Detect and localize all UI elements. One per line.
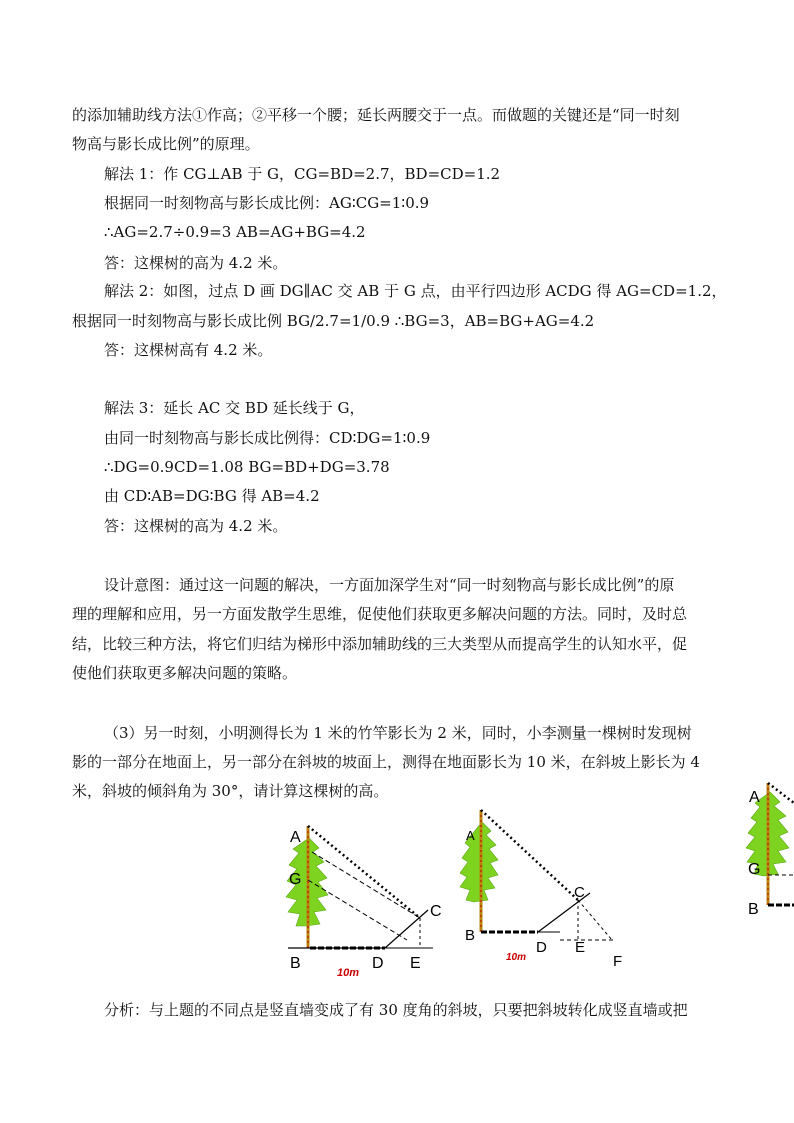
solution-3-answer: 答：这棵树的高为 4.2 米。 bbox=[104, 517, 288, 535]
length-label: 10m bbox=[506, 952, 527, 963]
design-intent-line: 结，比较三种方法，将它们归结为梯形中添加辅助线的三大类型从而提高学生的认知水平，促 bbox=[72, 635, 688, 653]
label-D: D bbox=[536, 939, 547, 956]
length-label: 10m bbox=[337, 967, 360, 979]
label-F: F bbox=[613, 953, 623, 970]
solution-3-line: 解法 3：延长 AC 交 BD 延长线于 G， bbox=[104, 399, 365, 417]
label-C: C bbox=[430, 903, 442, 920]
solution-2-answer: 答：这棵树高有 4.2 米。 bbox=[104, 341, 273, 359]
solution-3-line: ∴DG=0.9CD=1.08 BG=BD+DG=3.78 bbox=[104, 458, 390, 476]
analysis-line: 分析：与上题的不同点是竖直墙变成了有 30 度角的斜坡，只要把斜坡转化成竖直墙或把 bbox=[104, 1001, 688, 1019]
label-B: B bbox=[465, 927, 476, 944]
solution-1-answer: 答：这棵树的高为 4.2 米。 bbox=[104, 254, 288, 272]
question-3-line: 影的一部分在地面上，另一部分在斜坡的坡面上，测得在地面影长为 10 米，在斜坡上影长为 4 bbox=[72, 753, 700, 771]
solution-3-line: 由同一时刻物高与影长成比例得：CD∶DG=1∶0.9 bbox=[104, 429, 431, 447]
label-G: G bbox=[748, 861, 761, 878]
design-intent-line: 理的理解和应用，另一方面发散学生思维，促使他们获取更多解决问题的方法。同时，及时总 bbox=[72, 605, 688, 623]
label-E: E bbox=[410, 955, 421, 972]
label-A: A bbox=[290, 829, 301, 846]
label-A: A bbox=[749, 789, 760, 806]
solution-3-line: 由 CD∶AB=DG∶BG 得 AB=4.2 bbox=[104, 487, 320, 505]
text-line: 物高与影长成比例”的原理。 bbox=[72, 135, 260, 153]
question-3-line: 米，斜坡的倾斜角为 30°，请计算这棵树的高。 bbox=[72, 782, 389, 800]
label-E: E bbox=[575, 939, 586, 956]
design-intent-line: 设计意图：通过这一问题的解决，一方面加深学生对“同一时刻物高与影长成比例”的原 bbox=[104, 576, 675, 594]
solution-2-line: 解法 2：如图，过点 D 画 DG∥AC 交 AB 于 G 点，由平行四边形 ACDG 得 AG=CD=1.2， bbox=[104, 282, 727, 300]
solution-1-line: ∴AG=2.7÷0.9=3 AB=AG+BG=4.2 bbox=[104, 223, 366, 241]
solution-2-line: 根据同一时刻物高与影长成比例 BG/2.7=1/0.9 ∴BG=3，AB=BG+AG=4.2 bbox=[72, 312, 595, 330]
label-C: C bbox=[574, 884, 585, 901]
label-G: G bbox=[289, 871, 302, 888]
question-3-line: （3）另一时刻，小明测得长为 1 米的竹竿影长为 2 米，同时，小李测量一棵树时发现树 bbox=[104, 724, 692, 742]
design-intent-line: 使他们获取更多解决问题的策略。 bbox=[72, 664, 298, 682]
label-D: D bbox=[372, 955, 384, 972]
figure-1 bbox=[286, 826, 442, 979]
solution-1-line: 解法 1：作 CG⊥AB 于 G，CG=BD=2.7，BD=CD=1.2 bbox=[104, 165, 501, 183]
figure-3 bbox=[746, 783, 794, 918]
label-B: B bbox=[748, 901, 759, 918]
label-B: B bbox=[290, 955, 301, 972]
solution-1-line: 根据同一时刻物高与影长成比例：AG∶CG=1∶0.9 bbox=[104, 194, 430, 212]
label-A: A bbox=[466, 828, 475, 843]
text-line: 的添加辅助线方法①作高；②平移一个腰；延长两腰交于一点。而做题的关键还是“同一时刻 bbox=[72, 106, 680, 124]
figure-2 bbox=[460, 810, 622, 970]
